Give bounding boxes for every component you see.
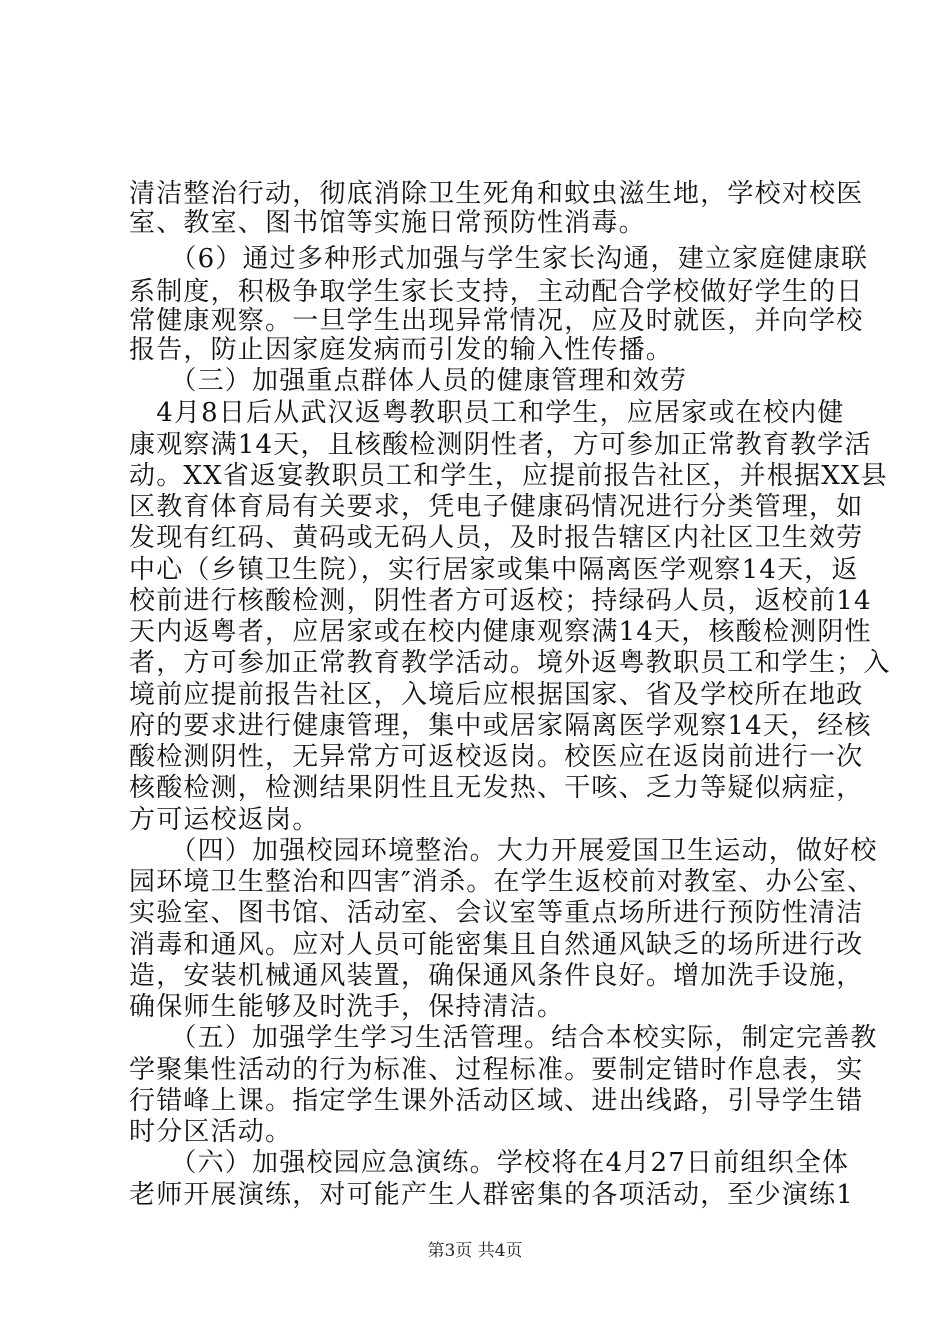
text-line: 发现有红码、黄码或无码人员，及时报告辖区内社区卫生效劳 (129, 523, 864, 553)
text-line: 动。XX省返宴教职员工和学生，应提前报告社区，并根据XX县 (129, 461, 888, 491)
text-line: 常健康观察。一旦学生出现异常情况，应及时就医，并向学校 (129, 306, 864, 336)
text-line: 学聚集性活动的行为标准、过程标准。要制定错时作息表，实 (129, 1055, 864, 1085)
text-line: 系制度，积极争取学生家长支持，主动配合学校做好学生的日 (129, 277, 864, 307)
text-line: （6）通过多种形式加强与学生家长沟通，建立家庭健康联 (129, 244, 869, 274)
text-line: 清洁整治行动，彻底消除卫生死角和蚊虫滋生地，学校对校医 (129, 179, 864, 209)
text-line: 天内返粤者，应居家或在校内健康观察满14天，核酸检测阴性 (129, 617, 872, 647)
text-line: 校前进行核酸检测，阴性者方可返校；持绿码人员，返校前14 (129, 586, 872, 616)
section-heading: （六）加强校园应急演练。学校将在4月27日前组织全体 (129, 1148, 850, 1178)
text-line: 老师开展演练，对可能产生人群密集的各项活动，至少演练1 (129, 1180, 854, 1210)
section-heading: （五）加强学生学习生活管理。结合本校实际，制定完善教 (129, 1023, 878, 1053)
text-line: 确保师生能够及时洗手，保持清洁。 (129, 992, 565, 1022)
section-heading: （三）加强重点群体人员的健康管理和效劳 (129, 366, 688, 396)
text-line: 时分区活动。 (129, 1117, 293, 1147)
text-line: 消毒和通风。应对人员可能密集且自然通风缺乏的场所进行改 (129, 930, 864, 960)
text-line: 方可运校返岗。 (129, 805, 320, 835)
text-line: 核酸检测，检测结果阴性且无发热、干咳、乏力等疑似病症， (129, 773, 864, 803)
text-line: 室、教室、图书馆等实施日常预防性消毒。 (129, 208, 646, 238)
text-line: 者，方可参加正常教育教学活动。境外返粤教职员工和学生；入 (129, 648, 891, 678)
text-line: 境前应提前报告社区，入境后应根据国家、省及学校所在地政 (129, 680, 864, 710)
section-heading: （四）加强校园环境整治。大力开展爱国卫生运动，做好校 (129, 836, 878, 866)
text-line: 区教育体育局有关要求，凭电子健康码情况进行分类管理，如 (129, 492, 864, 522)
text-line: 造，安装机械通风装置，确保通风条件良好。增加洗手设施， (129, 961, 864, 991)
text-line: 康观察满14天，且核酸检测阴性者，方可参加正常教育教学活 (129, 430, 872, 460)
text-line: 府的要求进行健康管理，集中或居家隔离医学观察14天，经核 (129, 711, 872, 741)
text-line: 行错峰上课。指定学生课外活动区域、进出线路，引导学生错 (129, 1086, 864, 1116)
page-number-footer: 第3页 共4页 (427, 1241, 523, 1261)
text-line: 4月8日后从武汉返粤教职员工和学生，应居家或在校内健 (129, 398, 845, 428)
text-line: 报告，防止因家庭发病而引发的输入性传播。 (129, 335, 674, 365)
text-line: 酸检测阴性，无异常方可返校返岗。校医应在返岗前进行一次 (129, 742, 864, 772)
text-line: 中心（乡镇卫生院），实行居家或集中隔离医学观察14天，返 (129, 555, 859, 585)
text-line: 实验室、图书馆、活动室、会议室等重点场所进行预防性清洁 (129, 898, 864, 928)
text-line: 园环境卫生整治和四害″消杀。在学生返校前对教室、办公室、 (129, 867, 875, 897)
